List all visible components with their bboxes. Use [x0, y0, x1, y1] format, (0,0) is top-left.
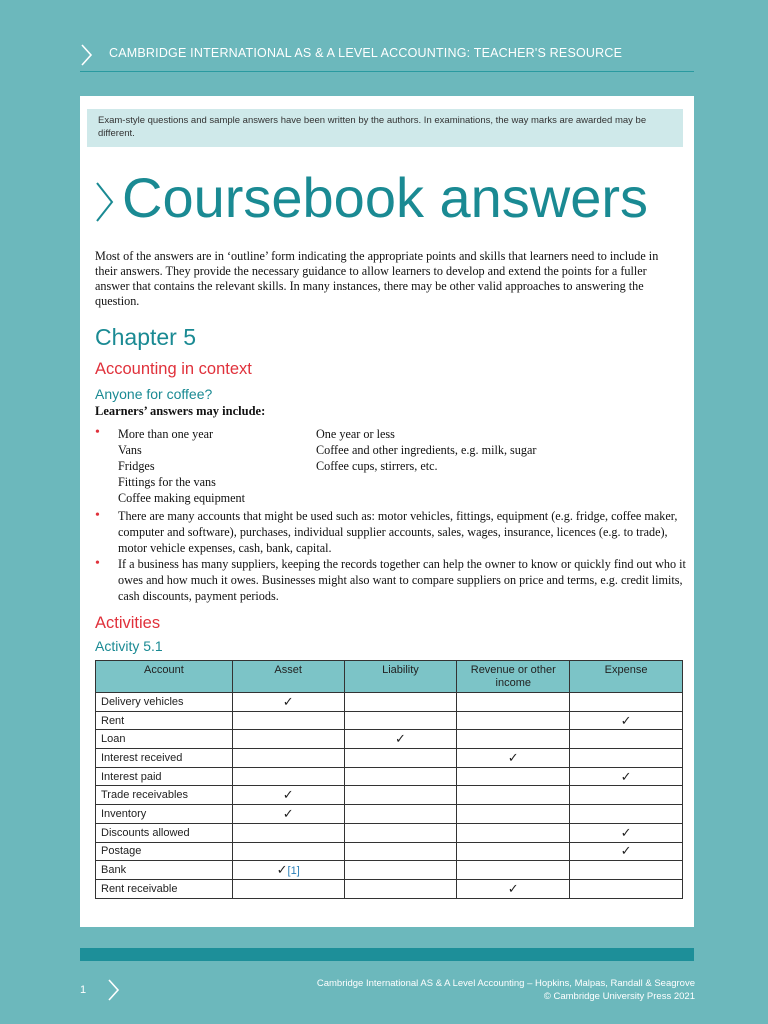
column-header: Liability [344, 661, 457, 693]
check-cell [570, 693, 683, 712]
check-cell [570, 711, 683, 730]
table-body [96, 693, 683, 899]
list-item: Coffee making equipment [118, 491, 246, 505]
table-row [96, 861, 683, 880]
check-cell [344, 805, 457, 824]
page-header [80, 40, 694, 72]
account-cell: Rent receivable [96, 879, 233, 898]
check-cell [232, 823, 344, 842]
check-cell [457, 749, 570, 768]
table-row [96, 730, 683, 749]
bullet-icon: • [95, 425, 100, 440]
header-title: CAMBRIDGE INTERNATIONAL AS & A LEVEL ACCOUNTING: TEACHER'S RESOURCE [109, 46, 623, 60]
bullet-icon: • [95, 556, 100, 571]
page-number-text: 1 [80, 984, 87, 996]
page-number [80, 984, 86, 996]
account-cell: Discounts allowed [96, 823, 233, 842]
chevron-right-icon [94, 180, 116, 224]
list-item: Vans [118, 443, 142, 457]
chevron-right-icon [107, 978, 121, 1002]
check-cell [344, 879, 457, 898]
check-cell [570, 861, 683, 880]
check-cell [344, 730, 457, 749]
table-row [96, 786, 683, 805]
exam-notice: Exam-style questions and sample answers have been written by the authors. In examinations, the way marks are awarded may be different. [87, 109, 683, 147]
checkmark-icon: ✓ [507, 749, 519, 765]
list-item: Coffee cups, stirrers, etc. [316, 459, 438, 473]
table-row [96, 749, 683, 768]
checkmark-icon: ✓ [395, 731, 406, 747]
list-item: Fridges [118, 459, 155, 473]
account-cell: Interest paid [96, 767, 233, 786]
intro-paragraph: Most of the answers are in ‘outline’ form indicating the appropriate points and skills that learners need to include in their answers. They provide the necessary guidance to allow learners to develop and extend the points for a fuller answer that contains the relevant skills. In many instances, there may be other valid approaches to answering the question. [95, 249, 659, 308]
account-cell: Inventory [96, 805, 233, 824]
footer-line: Cambridge International AS & A Level Accounting – Hopkins, Malpas, Randall & Seagrove [316, 978, 695, 989]
bullet-text: If a business has many suppliers, keeping the records together can help the owner to know or quickly find out who it owes and how much it owes. Businesses might also want to compare suppliers on price and terms, e.g. credit limits, cash discounts, payment periods. [118, 557, 686, 603]
subsection-heading-anyone-for-coffee: Anyone for coffee? [95, 386, 213, 402]
check-cell [570, 879, 683, 898]
check-cell [570, 842, 683, 861]
account-cell: Postage [96, 842, 233, 861]
list-item: More than one year [118, 427, 214, 441]
table-row [96, 711, 683, 730]
check-cell [232, 879, 344, 898]
list-item: Fittings for the vans [118, 475, 216, 489]
page-title-text: Coursebook answers [122, 166, 649, 229]
check-cell [232, 730, 344, 749]
check-cell [232, 786, 344, 805]
checkmark-icon: ✓ [282, 693, 294, 709]
check-cell [232, 749, 344, 768]
checkmark-icon: ✓ [620, 768, 632, 784]
check-cell [570, 805, 683, 824]
checkmark-icon: ✓ [282, 805, 294, 821]
account-cell: Delivery vehicles [96, 693, 233, 712]
check-cell [570, 823, 683, 842]
check-cell [344, 711, 457, 730]
check-cell [457, 767, 570, 786]
subsection-heading-activity-5-1: Activity 5.1 [95, 638, 163, 654]
chapter-heading: Chapter 5 [95, 324, 197, 350]
bullet-text: There are many accounts that might be used such as: motor vehicles, fittings, equipment (e.g. fridge, coffee maker, computer and software), purchases, individual supplier accounts, sales, wages, insurance, licences (e.g. to trade), motor vehicle expenses, cash, bank, capital. [118, 509, 678, 555]
activity-table [95, 660, 683, 899]
check-cell [232, 767, 344, 786]
mark-reference: [1] [287, 865, 300, 878]
section-heading-accounting-in-context: Accounting in context [95, 360, 252, 378]
column-header: Account [96, 661, 233, 693]
checkmark-icon: ✓ [507, 880, 519, 896]
check-cell [232, 805, 344, 824]
account-cell: Interest received [96, 749, 233, 768]
table-row [96, 805, 683, 824]
table-row [96, 767, 683, 786]
page-content [80, 96, 694, 927]
check-cell [344, 767, 457, 786]
more-than-one-year-list [118, 426, 318, 506]
page-title [94, 166, 648, 230]
check-cell [570, 786, 683, 805]
account-cell: Loan [96, 730, 233, 749]
table-row [96, 879, 683, 898]
check-cell [457, 805, 570, 824]
list-item: Coffee and other ingredients, e.g. milk, sugar [316, 443, 537, 457]
footer-bar [80, 948, 694, 961]
chevron-right-icon [80, 43, 94, 67]
check-cell [457, 711, 570, 730]
learners-answers-label: Learners’ answers may include: [95, 404, 266, 418]
table-row [96, 693, 683, 712]
checkmark-icon: ✓ [620, 843, 632, 859]
table-header-row [96, 661, 683, 693]
check-cell [344, 786, 457, 805]
check-cell [344, 823, 457, 842]
checkmark-icon: ✓ [620, 712, 632, 728]
check-cell [570, 767, 683, 786]
footer-line: © Cambridge University Press 2021 [543, 990, 695, 1002]
check-cell [457, 730, 570, 749]
list-item: One year or less [316, 427, 395, 441]
check-cell [457, 786, 570, 805]
account-cell: Rent [96, 711, 233, 730]
check-cell [457, 693, 570, 712]
footer-credits [317, 978, 695, 1003]
check-cell [232, 693, 344, 712]
table-row [96, 823, 683, 842]
check-cell [232, 711, 344, 730]
one-year-or-less-list [316, 426, 616, 474]
checkmark-icon: ✓ [282, 787, 294, 803]
check-cell [344, 861, 457, 880]
column-header: Asset [232, 661, 344, 693]
check-cell [344, 749, 457, 768]
check-cell [457, 879, 570, 898]
check-cell [232, 842, 344, 861]
section-heading-activities: Activities [95, 614, 161, 632]
check-cell [570, 749, 683, 768]
table-row [96, 842, 683, 861]
account-cell: Bank [96, 861, 233, 880]
check-cell [457, 861, 570, 880]
column-header: Revenue or other income [457, 661, 570, 693]
bullet-icon: • [95, 508, 100, 523]
check-cell [344, 693, 457, 712]
check-cell [457, 823, 570, 842]
column-header: Expense [570, 661, 683, 693]
account-cell: Trade receivables [96, 786, 233, 805]
check-cell [457, 842, 570, 861]
check-cell [570, 730, 683, 749]
check-cell [232, 861, 344, 880]
check-cell [344, 842, 457, 861]
checkmark-icon: ✓ [276, 862, 288, 878]
checkmark-icon: ✓ [620, 824, 632, 840]
